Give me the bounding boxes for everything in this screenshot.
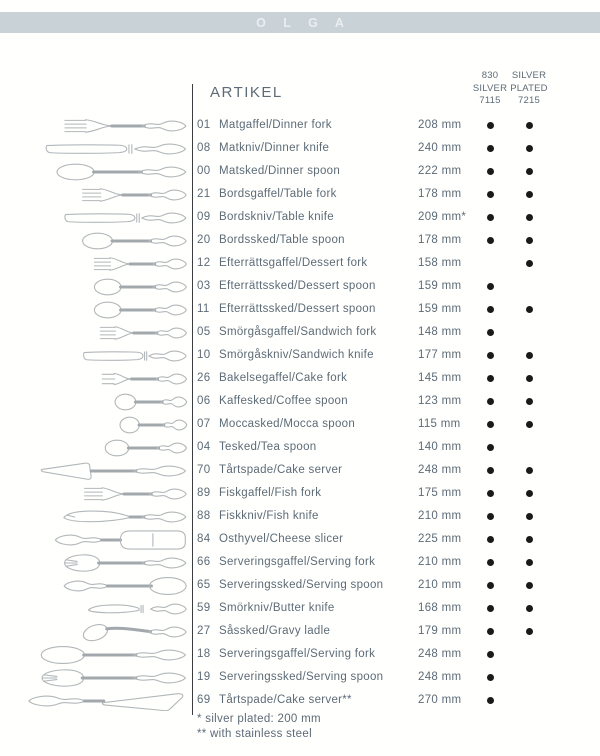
dot-silver-plated bbox=[526, 122, 533, 129]
column-header-line: PLATED bbox=[510, 82, 548, 94]
table-row bbox=[0, 643, 600, 666]
item-size: 159 mm bbox=[418, 303, 462, 315]
table-row bbox=[0, 206, 600, 229]
item-number: 07 bbox=[197, 418, 211, 430]
item-name: Tårtspade/Cake server bbox=[219, 464, 343, 476]
item-number: 18 bbox=[197, 648, 211, 660]
dot-830-silver bbox=[487, 467, 494, 474]
column-header-line: SILVER bbox=[472, 82, 508, 94]
item-number: 69 bbox=[197, 694, 211, 706]
table-row bbox=[0, 114, 600, 137]
item-number: 00 bbox=[197, 165, 211, 177]
artikel-header: ARTIKEL bbox=[210, 84, 283, 101]
table-row bbox=[0, 275, 600, 298]
table-row bbox=[0, 574, 600, 597]
item-number: 05 bbox=[197, 326, 211, 338]
table-row bbox=[0, 505, 600, 528]
item-name: Osthyvel/Cheese slicer bbox=[219, 533, 344, 545]
item-name: Serveringsgaffel/Serving fork bbox=[219, 648, 376, 660]
table-row bbox=[0, 344, 600, 367]
table-row bbox=[0, 321, 600, 344]
item-size: 115 mm bbox=[418, 418, 461, 430]
item-size: 225 mm bbox=[418, 533, 462, 545]
item-number: 70 bbox=[197, 464, 211, 476]
item-size: 159 mm bbox=[418, 280, 462, 292]
table-row bbox=[0, 229, 600, 252]
dot-830-silver bbox=[487, 536, 494, 543]
item-name: Bordsgaffel/Table fork bbox=[219, 188, 337, 200]
serving-spoon-icon bbox=[0, 643, 188, 666]
item-name: Matsked/Dinner spoon bbox=[219, 165, 341, 177]
dot-830-silver bbox=[487, 674, 494, 681]
dot-830-silver bbox=[487, 444, 494, 451]
dot-silver-plated bbox=[526, 490, 533, 497]
item-number: 12 bbox=[197, 257, 211, 269]
item-number: 04 bbox=[197, 441, 211, 453]
item-name: Bordskniv/Table knife bbox=[219, 211, 334, 223]
cake-server-flipped-icon bbox=[0, 689, 188, 712]
fork-icon bbox=[0, 482, 188, 505]
dot-silver-plated bbox=[526, 191, 533, 198]
footnote-silver-plated: * silver plated: 200 mm bbox=[197, 713, 321, 725]
item-size: 222 mm bbox=[418, 165, 462, 177]
dot-silver-plated bbox=[526, 214, 533, 221]
dot-830-silver bbox=[487, 605, 494, 612]
dot-830-silver bbox=[487, 191, 494, 198]
item-size: 123 mm bbox=[418, 395, 462, 407]
table-row bbox=[0, 459, 600, 482]
item-size: 168 mm bbox=[418, 602, 462, 614]
table-row bbox=[0, 252, 600, 275]
table-row bbox=[0, 367, 600, 390]
item-size: 248 mm bbox=[418, 464, 462, 476]
item-name: Matkniv/Dinner knife bbox=[219, 142, 330, 154]
dot-silver-plated bbox=[526, 467, 533, 474]
fork-icon bbox=[0, 321, 188, 344]
item-name: Fiskgaffel/Fish fork bbox=[219, 487, 322, 499]
dot-silver-plated bbox=[526, 237, 533, 244]
fork-icon bbox=[0, 252, 188, 275]
item-size: 179 mm bbox=[418, 625, 462, 637]
dot-830-silver bbox=[487, 145, 494, 152]
item-size: 210 mm bbox=[418, 510, 462, 522]
table-row bbox=[0, 298, 600, 321]
item-size: 270 mm bbox=[418, 694, 462, 706]
dot-silver-plated bbox=[526, 398, 533, 405]
dot-830-silver bbox=[487, 559, 494, 566]
dot-silver-plated bbox=[526, 605, 533, 612]
item-number: 10 bbox=[197, 349, 211, 361]
dot-830-silver bbox=[487, 122, 494, 129]
brand-band bbox=[0, 12, 600, 33]
item-name: Serveringsgaffel/Serving fork bbox=[219, 556, 376, 568]
item-number: 06 bbox=[197, 395, 211, 407]
column-header-line: SILVER bbox=[511, 70, 547, 81]
item-number: 84 bbox=[197, 533, 211, 545]
item-size: 177 mm bbox=[418, 349, 462, 361]
table-row bbox=[0, 390, 600, 413]
item-name: Tårtspade/Cake server** bbox=[219, 694, 352, 706]
dot-silver-plated bbox=[526, 306, 533, 313]
spoon-icon bbox=[0, 436, 188, 459]
item-size: 210 mm bbox=[418, 579, 462, 591]
item-size: 208 mm bbox=[418, 119, 462, 131]
footnotes bbox=[197, 712, 321, 742]
item-size: 158 mm bbox=[418, 257, 462, 269]
fish-knife-icon bbox=[0, 505, 188, 528]
footnote-stainless-steel: ** with stainless steel bbox=[197, 728, 312, 740]
dot-830-silver bbox=[487, 651, 494, 658]
dot-830-silver bbox=[487, 237, 494, 244]
knife-icon bbox=[0, 206, 188, 229]
item-name: Moccasked/Mocca spoon bbox=[219, 418, 356, 430]
item-name: Bordssked/Table spoon bbox=[219, 234, 345, 246]
item-number: 01 bbox=[197, 119, 211, 131]
item-number: 65 bbox=[197, 579, 211, 591]
dot-830-silver bbox=[487, 214, 494, 221]
table-row bbox=[0, 436, 600, 459]
item-size: 178 mm bbox=[418, 234, 462, 246]
item-name: Efterrättsgaffel/Dessert fork bbox=[219, 257, 368, 269]
column-header-line: 830 bbox=[481, 70, 499, 81]
table-row bbox=[0, 689, 600, 712]
dot-830-silver bbox=[487, 306, 494, 313]
item-size: 148 mm bbox=[418, 326, 462, 338]
fork-icon bbox=[0, 183, 188, 206]
item-name: Tesked/Tea spoon bbox=[219, 441, 317, 453]
dot-830-silver bbox=[487, 168, 494, 175]
dot-830-silver bbox=[487, 513, 494, 520]
cake-server-icon bbox=[0, 459, 188, 482]
item-number: 03 bbox=[197, 280, 211, 292]
dot-830-silver bbox=[487, 697, 494, 704]
item-number: 88 bbox=[197, 510, 211, 522]
table-row bbox=[0, 528, 600, 551]
item-number: 89 bbox=[197, 487, 211, 499]
column-header-line: 7215 bbox=[518, 95, 540, 106]
dot-830-silver bbox=[487, 352, 494, 359]
table-row bbox=[0, 183, 600, 206]
item-name: Fiskkniv/Fish knife bbox=[219, 510, 319, 522]
rows bbox=[0, 114, 600, 712]
item-number: 09 bbox=[197, 211, 211, 223]
dot-830-silver bbox=[487, 375, 494, 382]
item-number: 26 bbox=[197, 372, 211, 384]
item-name: Efterrättssked/Dessert spoon bbox=[219, 280, 376, 292]
item-name: Smörgåsgaffel/Sandwich fork bbox=[219, 326, 377, 338]
item-size: 210 mm bbox=[418, 556, 462, 568]
table-row bbox=[0, 413, 600, 436]
item-name: Bakelsegaffel/Cake fork bbox=[219, 372, 348, 384]
item-size: 209 mm* bbox=[418, 211, 467, 223]
item-size: 240 mm bbox=[418, 142, 462, 154]
table-row bbox=[0, 160, 600, 183]
butter-knife-icon bbox=[0, 597, 188, 620]
dot-830-silver bbox=[487, 398, 494, 405]
item-number: 19 bbox=[197, 671, 211, 683]
dot-830-silver bbox=[487, 329, 494, 336]
dot-silver-plated bbox=[526, 628, 533, 635]
item-size: 145 mm bbox=[418, 372, 462, 384]
spoon-icon bbox=[0, 390, 188, 413]
item-size: 175 mm bbox=[418, 487, 462, 499]
column-header-line: 7115 bbox=[479, 95, 501, 106]
cake-fork-icon bbox=[0, 367, 188, 390]
dot-silver-plated bbox=[526, 582, 533, 589]
dot-silver-plated bbox=[526, 513, 533, 520]
knife-icon bbox=[0, 137, 188, 160]
table-row bbox=[0, 666, 600, 689]
spoon-icon bbox=[0, 298, 188, 321]
table-row bbox=[0, 620, 600, 643]
brand-title: O L G A bbox=[256, 15, 351, 30]
item-number: 21 bbox=[197, 188, 211, 200]
table-row bbox=[0, 597, 600, 620]
dot-silver-plated bbox=[526, 536, 533, 543]
item-name: Serveringssked/Serving spoon bbox=[219, 579, 384, 591]
spoon-icon bbox=[0, 413, 188, 436]
spoon-icon bbox=[0, 275, 188, 298]
table-row bbox=[0, 482, 600, 505]
dot-silver-plated bbox=[526, 352, 533, 359]
dot-830-silver bbox=[487, 283, 494, 290]
item-name: Smörgåskniv/Sandwich knife bbox=[219, 349, 374, 361]
ladle-icon bbox=[0, 620, 188, 643]
dot-silver-plated bbox=[526, 375, 533, 382]
item-name: Serveringssked/Serving spoon bbox=[219, 671, 384, 683]
dot-silver-plated bbox=[526, 168, 533, 175]
dot-silver-plated bbox=[526, 145, 533, 152]
item-name: Matgaffel/Dinner fork bbox=[219, 119, 332, 131]
item-number: 59 bbox=[197, 602, 211, 614]
serving-fork-icon bbox=[0, 666, 188, 689]
item-size: 248 mm bbox=[418, 671, 462, 683]
knife-icon bbox=[0, 344, 188, 367]
column-header-silver-plated bbox=[506, 70, 552, 108]
spoon-icon bbox=[0, 229, 188, 252]
item-size: 178 mm bbox=[418, 188, 462, 200]
item-name: Såssked/Gravy ladle bbox=[219, 625, 331, 637]
item-name: Efterrättssked/Dessert spoon bbox=[219, 303, 376, 315]
serving-spoon-flipped-icon bbox=[0, 574, 188, 597]
fork-icon bbox=[0, 114, 188, 137]
dot-830-silver bbox=[487, 582, 494, 589]
item-number: 20 bbox=[197, 234, 211, 246]
item-size: 140 mm bbox=[418, 441, 462, 453]
serving-fork-icon bbox=[0, 551, 188, 574]
item-size: 248 mm bbox=[418, 648, 462, 660]
spoon-icon bbox=[0, 160, 188, 183]
item-number: 27 bbox=[197, 625, 211, 637]
item-number: 08 bbox=[197, 142, 211, 154]
dot-830-silver bbox=[487, 490, 494, 497]
dot-silver-plated bbox=[526, 260, 533, 267]
item-number: 66 bbox=[197, 556, 211, 568]
item-name: Smörkniv/Butter knife bbox=[219, 602, 335, 614]
dot-silver-plated bbox=[526, 421, 533, 428]
cheese-slicer-icon bbox=[0, 528, 188, 551]
table-row bbox=[0, 551, 600, 574]
table-row bbox=[0, 137, 600, 160]
item-number: 11 bbox=[197, 303, 210, 315]
dot-830-silver bbox=[487, 628, 494, 635]
dot-830-silver bbox=[487, 421, 494, 428]
item-name: Kaffesked/Coffee spoon bbox=[219, 395, 348, 407]
dot-silver-plated bbox=[526, 559, 533, 566]
